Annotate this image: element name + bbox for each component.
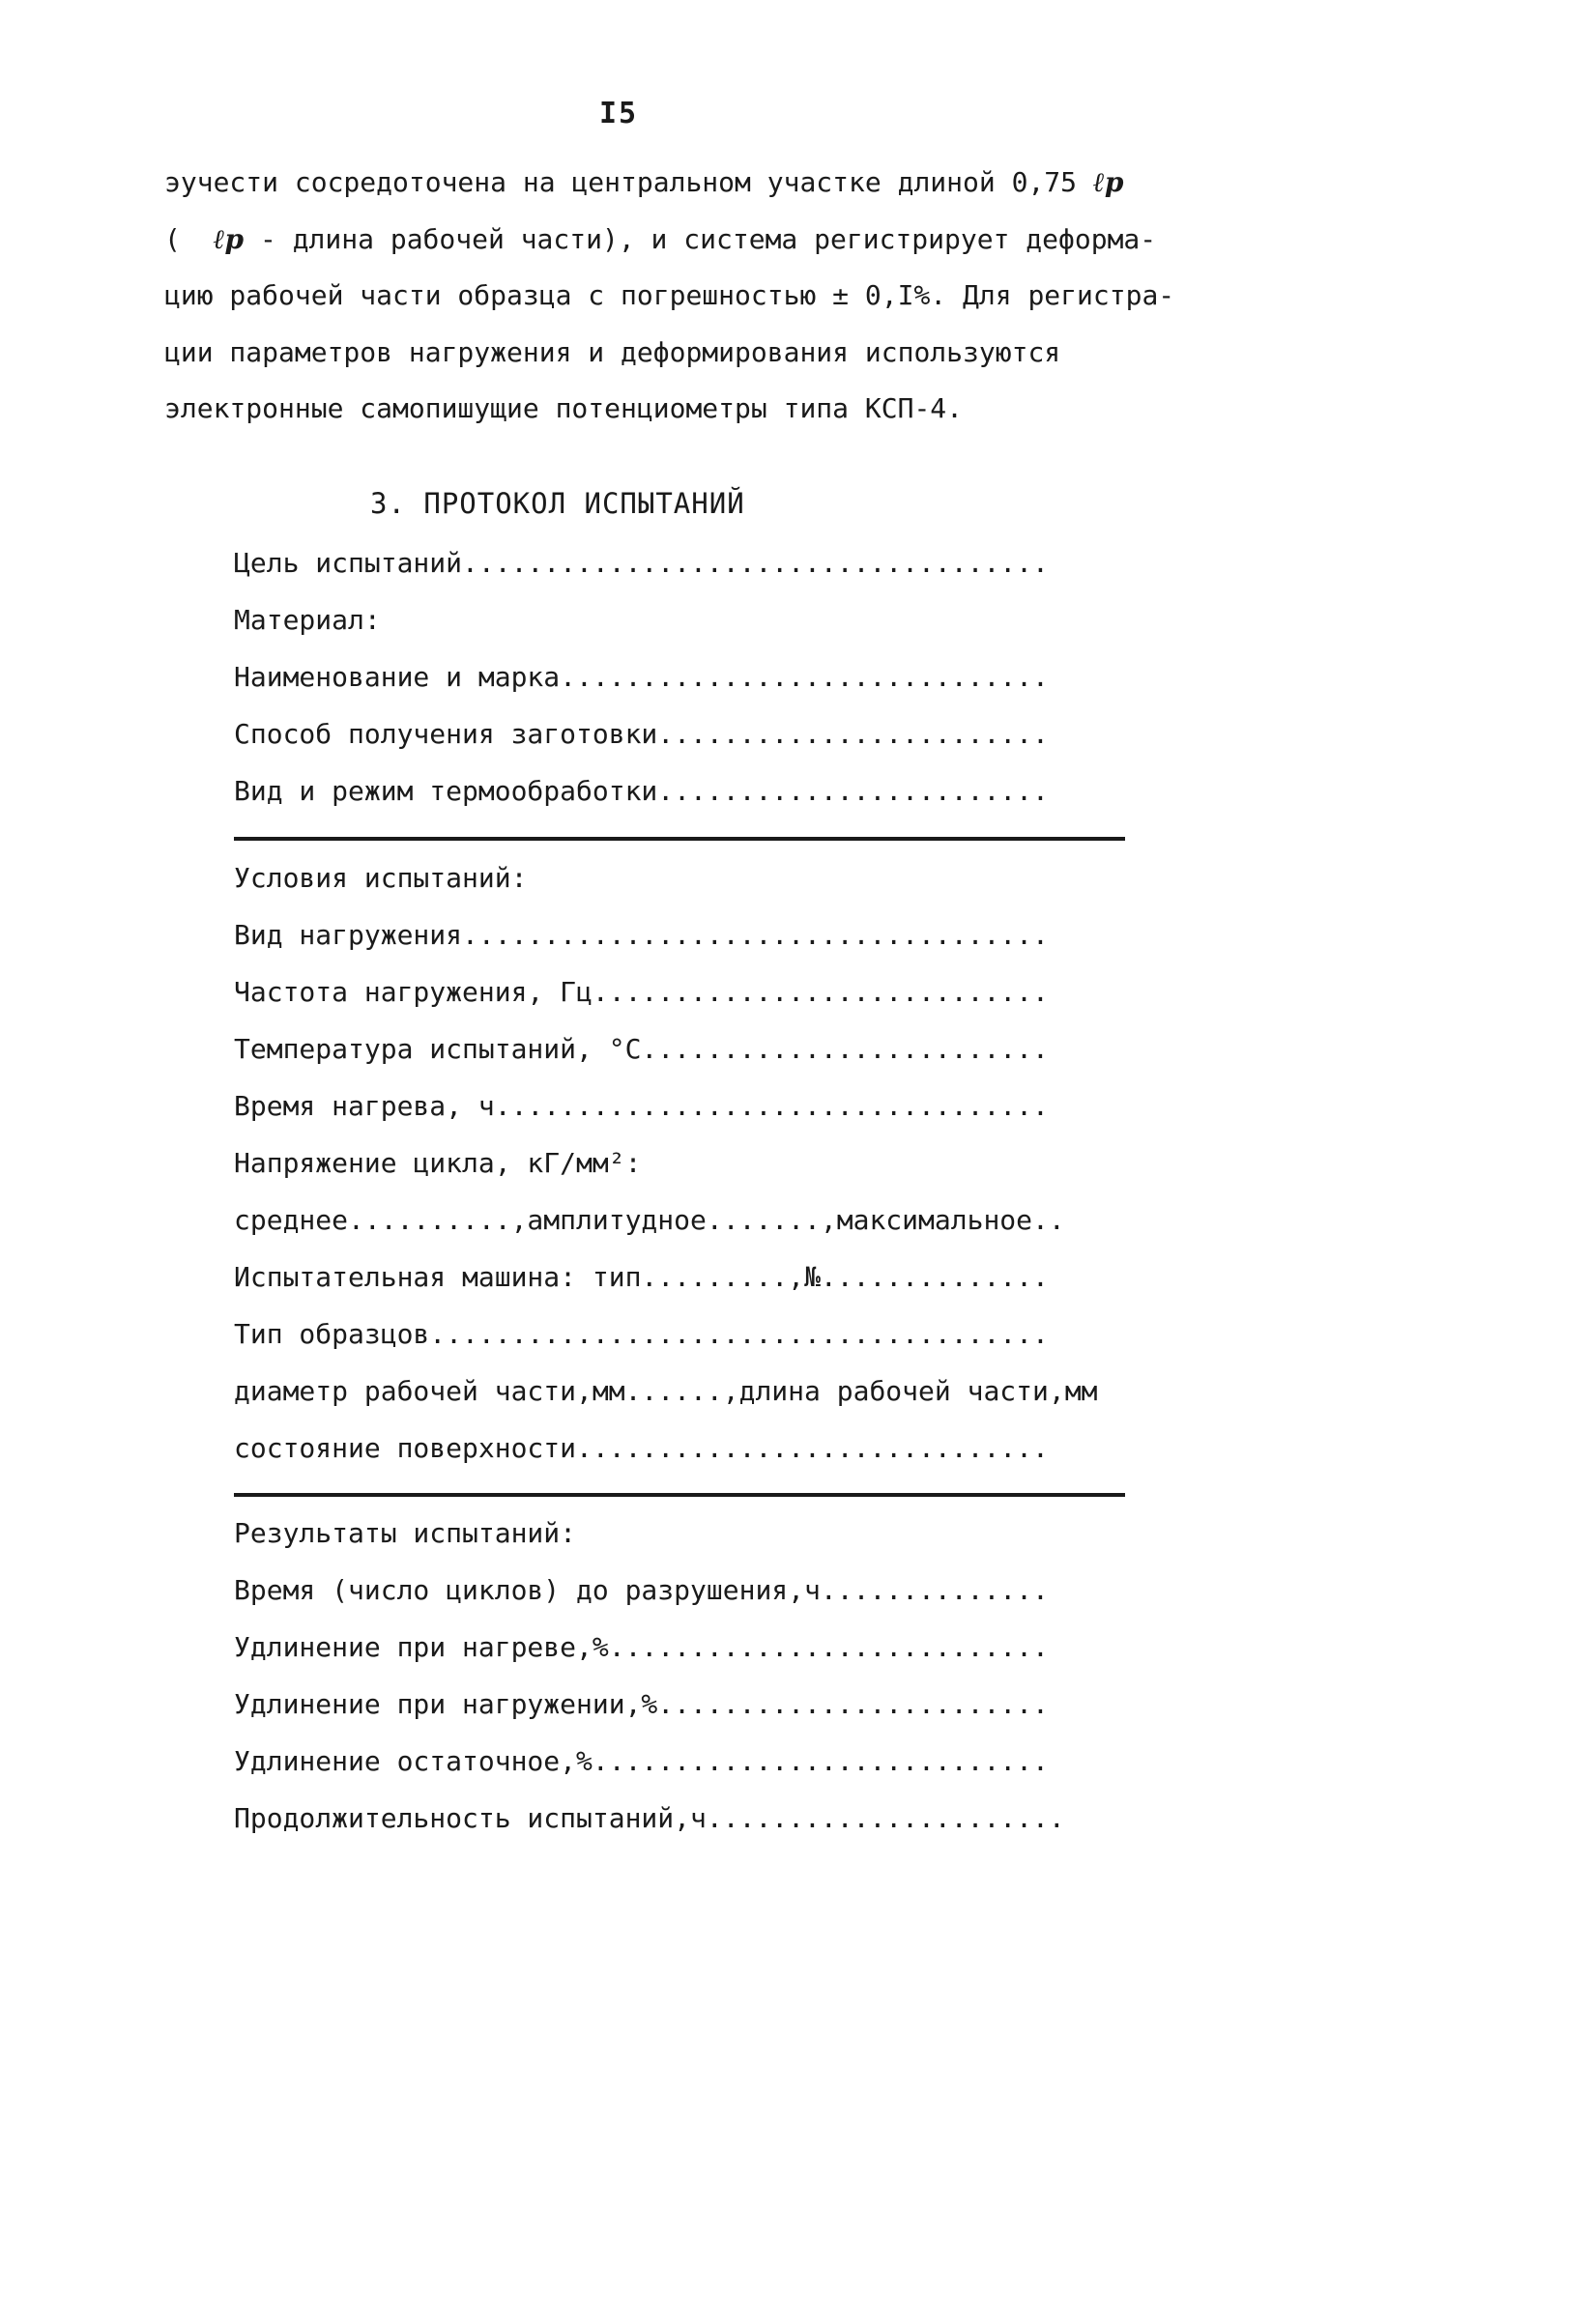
field-time-to-failure: Время (число циклов) до разрушения,ч.............. <box>234 1574 1049 1606</box>
label-cycle-stress: Напряжение цикла, кГ/мм²: <box>234 1147 642 1179</box>
field-surface-condition: состояние поверхности............................. <box>234 1432 1049 1464</box>
field-residual-elongation: Удлинение остаточное,%............................ <box>234 1745 1049 1777</box>
field-heat-treatment: Вид и режим термообработки........................ <box>234 775 1049 807</box>
intro-line-5: электронные самопишущие потенциометры типа КСП-4. <box>164 392 964 424</box>
intro-line-4: ции параметров нагружения и деформирования используются <box>164 335 1061 368</box>
label-material: Материал: <box>234 604 381 636</box>
field-stress-values: среднее..........,амплитудное.......,максимальное.. <box>234 1204 1065 1236</box>
field-specimen-type: Тип образцов...................................... <box>234 1318 1049 1350</box>
field-loading-frequency: Частота нагружения, Гц............................ <box>234 976 1049 1008</box>
lp-symbol: ℓp <box>1092 166 1124 198</box>
lp-symbol: ℓp <box>213 222 245 255</box>
field-test-temperature: Температура испытаний, °С......................... <box>234 1033 1049 1065</box>
field-working-part-size: диаметр рабочей части,мм......,длина рабочей части,мм <box>234 1375 1098 1407</box>
intro-line-2-open: ( <box>164 222 214 255</box>
field-test-machine: Испытательная машина: тип.........,№.............. <box>234 1261 1049 1293</box>
field-material-grade: Наименование и марка.............................. <box>234 661 1049 693</box>
field-elongation-heating: Удлинение при нагреве,%........................... <box>234 1631 1049 1663</box>
divider-rule <box>234 1493 1125 1497</box>
section-heading: 3. ПРОТОКОЛ ИСПЫТАНИЙ <box>370 487 745 520</box>
intro-line-2-text: - длина рабочей части), и система регистрирует деформа- <box>244 222 1157 255</box>
divider-rule <box>234 837 1125 841</box>
intro-line-1-text: эучести сосредоточена на центральном участке длиной 0,75 <box>164 166 1093 198</box>
field-blank-method: Способ получения заготовки........................ <box>234 718 1049 750</box>
field-heating-time: Время нагрева, ч.................................. <box>234 1090 1049 1122</box>
field-elongation-loading: Удлинение при нагружении,%........................ <box>234 1688 1049 1720</box>
label-test-results: Результаты испытаний: <box>234 1517 577 1549</box>
field-loading-type: Вид нагружения.................................... <box>234 919 1049 951</box>
field-test-duration: Продолжительность испытаний,ч...................... <box>234 1802 1065 1834</box>
intro-line-1 <box>164 155 1266 212</box>
page-number: I5 <box>599 97 639 130</box>
intro-line-3: цию рабочей части образца с погрешностью ± 0,I%. Для регистра- <box>164 279 1175 311</box>
field-test-purpose: Цель испытаний.................................... <box>234 547 1049 579</box>
intro-line-2 <box>164 212 1266 269</box>
intro-paragraph <box>164 155 1266 438</box>
label-test-conditions: Условия испытаний: <box>234 862 528 894</box>
